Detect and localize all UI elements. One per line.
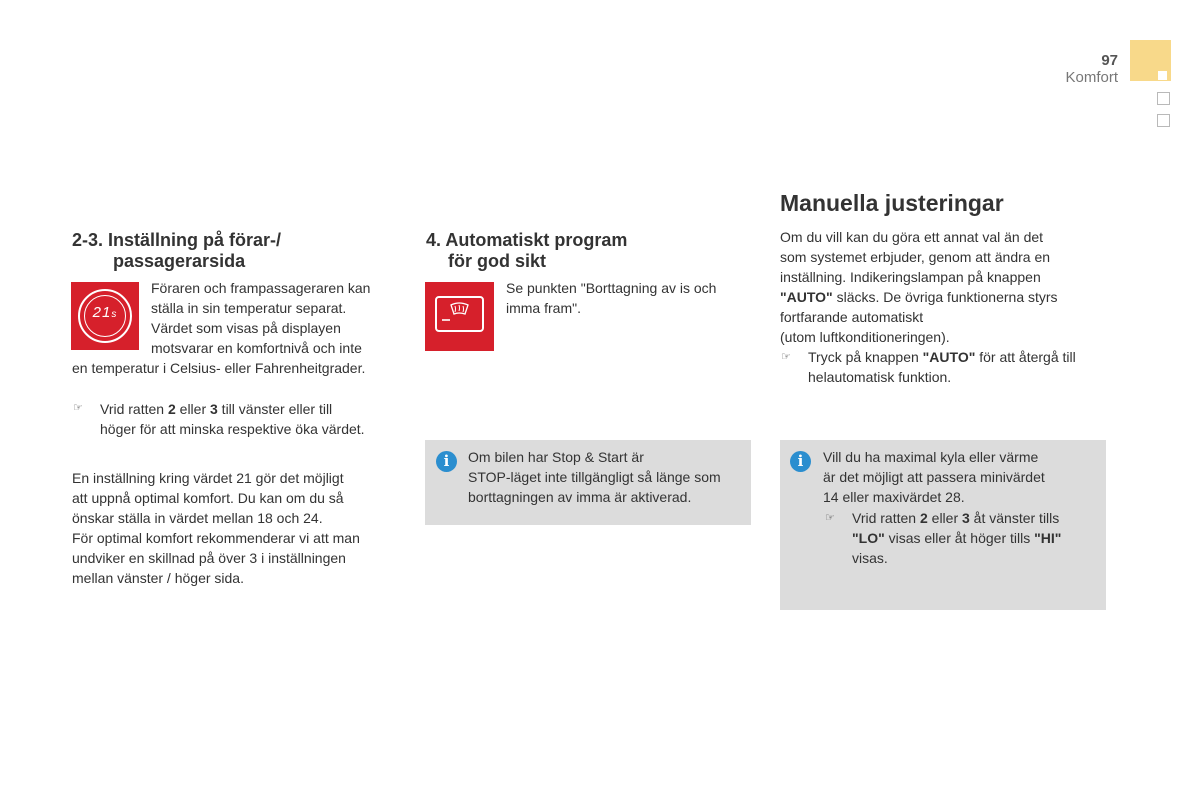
dial-unit: s	[111, 309, 118, 320]
heading-manual-adjustments: Manuella justeringar	[780, 190, 1004, 216]
dial-ref: 2	[167, 401, 176, 417]
text-line: Om du vill kan du göra ett annat val än det	[780, 229, 1044, 245]
hi-value: "HI"	[1034, 530, 1062, 546]
text-run: eller	[927, 510, 962, 526]
text-line: mellan vänster / höger sida.	[72, 570, 244, 586]
bullet-instruction	[808, 347, 1118, 387]
text-run: Vrid ratten	[100, 401, 168, 417]
info-box-min-max	[780, 440, 1106, 610]
text-line	[100, 399, 400, 419]
defrost-button-frame	[435, 296, 484, 332]
windshield-defrost-icon	[437, 298, 482, 330]
text-run: släcks. De övriga funktionerna styrs	[832, 289, 1058, 305]
heading-driver-passenger-setting	[72, 230, 281, 272]
info-box-stop-start	[425, 440, 751, 525]
text-line: som systemet erbjuder, genom att ändra en	[780, 249, 1051, 265]
text-run: visas eller åt höger tills	[884, 530, 1035, 546]
bullet-instruction	[100, 399, 400, 439]
pointing-hand-icon: ☞	[781, 351, 791, 363]
text-line: är det möjligt att passera minivärdet	[823, 469, 1045, 485]
paragraph-intro	[151, 278, 401, 358]
text-line: Om bilen har Stop & Start är	[468, 449, 644, 465]
text-line: (utom luftkonditioneringen).	[780, 329, 950, 345]
info-text	[468, 447, 748, 507]
pointing-hand-icon: ☞	[825, 512, 835, 524]
paragraph-manual	[780, 227, 1110, 347]
info-text	[823, 447, 1103, 507]
text-line: fortfarande automatiskt	[780, 309, 924, 325]
text-line: Se punkten "Borttagning av is och	[506, 280, 717, 296]
text-line: STOP-läget inte tillgängligt så länge som	[468, 469, 721, 485]
text-line: inställning. Indikeringslampan på knappen	[780, 269, 1041, 285]
text-line: Värdet som visas på displayen	[151, 320, 341, 336]
auto-button-ref: "AUTO"	[780, 289, 833, 305]
text-line: ställa in sin temperatur separat.	[151, 300, 347, 316]
dial-ref: 3	[962, 510, 970, 526]
text-run: för att återgå till	[975, 349, 1076, 365]
dial-ref: 3	[210, 401, 218, 417]
text-run: åt vänster tills	[969, 510, 1060, 526]
text-line: Vill du ha maximal kyla eller värme	[823, 449, 1039, 465]
temperature-dial-illustration	[71, 282, 139, 350]
section-tab-square	[1158, 71, 1167, 80]
text-line: imma fram".	[506, 300, 581, 316]
lo-value: "LO"	[852, 530, 885, 546]
text-line	[852, 508, 1102, 528]
text-line: en temperatur i Celsius- eller Fahrenheitgrader.	[72, 360, 366, 376]
dial-display	[71, 304, 139, 321]
section-tab-square	[1157, 114, 1170, 127]
info-icon: i	[436, 451, 457, 472]
text-line: visas.	[852, 550, 888, 566]
text-run: eller	[175, 401, 210, 417]
section-title: Komfort	[1065, 69, 1118, 86]
text-line: Föraren och frampassageraren kan	[151, 280, 371, 296]
text-run: Tryck på knappen	[808, 349, 923, 365]
page-number: 97	[1101, 52, 1118, 69]
text-line: önskar ställa in värdet mellan 18 och 24.	[72, 510, 323, 526]
text-line: höger för att minska respektive öka värdet.	[100, 421, 365, 437]
text-line: borttagningen av imma är aktiverad.	[468, 489, 692, 505]
paragraph-defrost-reference	[506, 278, 756, 318]
info-icon: i	[790, 451, 811, 472]
heading-line: för god sikt	[448, 251, 546, 271]
section-tab-square	[1157, 92, 1170, 105]
text-run: till vänster eller till	[217, 401, 333, 417]
text-line: motsvarar en komfortnivå och inte	[151, 340, 362, 356]
paragraph-recommendation	[72, 468, 402, 588]
text-line: helautomatisk funktion.	[808, 369, 952, 385]
text-line: att uppnå optimal komfort. Du kan om du så	[72, 490, 344, 506]
heading-line: 2-3. Inställning på förar-/	[72, 230, 282, 250]
text-line: För optimal komfort rekommenderar vi att man	[72, 530, 360, 546]
text-line	[808, 347, 1118, 367]
bullet-instruction	[852, 508, 1102, 568]
text-line: undviker en skillnad på över 3 i inställningen	[72, 550, 346, 566]
pointing-hand-icon: ☞	[73, 402, 83, 414]
text-line	[852, 528, 1102, 548]
heading-line: passagerarsida	[113, 251, 246, 271]
defrost-button-illustration	[425, 282, 494, 351]
text-line: En inställning kring värdet 21 gör det möjligt	[72, 470, 344, 486]
text-line	[780, 287, 1110, 307]
dial-ref: 2	[919, 510, 928, 526]
text-run: Vrid ratten	[852, 510, 920, 526]
text-line: 14 eller maxivärdet 28.	[823, 489, 965, 505]
dial-value: 21	[92, 304, 112, 321]
heading-auto-visibility	[426, 230, 627, 272]
auto-button-ref: "AUTO"	[922, 349, 976, 365]
heading-line: 4. Automatiskt program	[426, 230, 628, 250]
